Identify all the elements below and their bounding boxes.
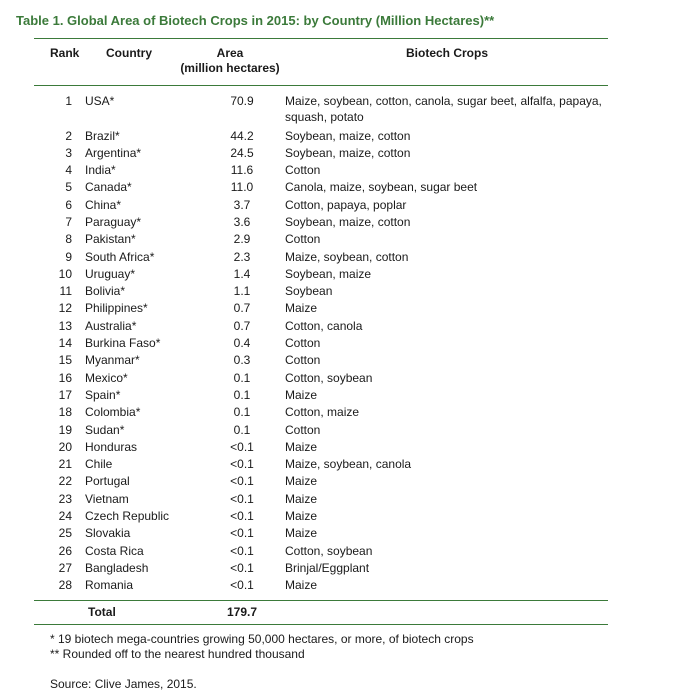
header-country: Country [106,46,152,60]
country-cell: Uruguay* [85,266,136,281]
crops-cell: Canola, maize, soybean, sugar beet [285,180,478,195]
crops-cell: Maize, soybean, canola [285,457,412,472]
table-row [0,335,696,352]
crops-cell: Cotton, papaya, poplar [285,197,407,212]
crops-cell: Maize, soybean, cotton [285,249,409,264]
area-cell: <0.1 [230,543,254,558]
country-cell: Chile [85,457,113,472]
table-row [0,318,696,335]
crops-cell: Maize [285,509,318,524]
table-row [0,231,696,248]
country-cell: Brazil* [85,128,120,143]
country-cell: Myanmar* [85,353,140,368]
country-cell: Honduras [85,439,138,454]
table-row [0,439,696,456]
area-cell: 2.9 [233,232,251,247]
rank-cell: 8 [65,232,72,247]
area-cell: 44.2 [230,128,254,143]
rank-cell: 1 [65,94,72,108]
source-note: Source: Clive James, 2015. [50,677,197,691]
crops-cell: Maize [285,526,318,541]
country-cell: Vietnam [85,491,129,506]
area-cell: <0.1 [230,526,254,541]
rank-cell: 13 [58,318,72,333]
area-cell: 0.1 [233,387,251,402]
country-cell: Costa Rica [85,543,144,558]
table-row [0,422,696,439]
total-top-rule [34,600,608,601]
crops-cell: Cotton, canola [285,318,363,333]
rank-cell: 11 [59,284,72,299]
table-row [0,179,696,196]
crops-cell: Maize [285,439,318,454]
crops-cell: Cotton, soybean [285,370,373,385]
crops-cell: Soybean, maize, cotton [285,214,411,229]
country-cell: Colombia* [85,405,141,420]
area-cell: <0.1 [230,509,254,524]
table-row [0,473,696,490]
country-cell: Pakistan* [85,232,136,247]
area-cell: 24.5 [230,145,254,160]
table-body [0,93,696,595]
crops-cell: Maize [285,491,318,506]
rank-cell: 9 [65,249,72,264]
crops-cell: Cotton [285,336,321,351]
area-cell: 0.4 [233,336,251,351]
rank-cell: 28 [58,578,72,593]
crops-cell: Maize, soybean, cotton, canola, sugar beet, alfalfa, papaya, squash, potato [285,94,602,124]
crops-cell: Maize [285,474,318,489]
rank-cell: 20 [58,439,72,454]
country-cell: Bolivia* [85,284,126,299]
country-cell: Spain* [85,387,121,402]
rank-cell: 19 [58,422,72,437]
country-cell: USA* [85,94,115,108]
country-cell: Bangladesh [85,560,149,575]
area-cell: <0.1 [230,491,254,506]
rank-cell: 5 [65,180,72,195]
area-cell: 0.7 [233,301,251,316]
header-biotech-crops: Biotech Crops [406,46,489,60]
country-cell: India* [85,163,116,178]
country-cell: China* [85,197,122,212]
country-cell: Sudan* [85,422,125,437]
table-row [0,560,696,577]
table-row [0,128,696,145]
table-row [0,197,696,214]
rank-cell: 16 [58,370,72,385]
total-bottom-rule [34,624,608,625]
area-cell: 3.6 [233,214,251,229]
area-cell: 2.3 [233,249,251,264]
crops-cell: Cotton, soybean [285,543,373,558]
area-cell: 1.1 [233,284,251,299]
table-row [0,283,696,300]
rank-cell: 23 [58,491,72,506]
rank-cell: 17 [58,387,72,402]
rank-cell: 12 [58,301,72,316]
area-cell: <0.1 [230,578,254,593]
rank-cell: 6 [65,197,72,212]
rank-cell: 3 [65,145,72,160]
crops-cell: Cotton, maize [285,405,360,420]
header-rule [34,85,608,86]
table-row [0,525,696,542]
area-cell: 11.6 [230,163,254,178]
table-row [0,491,696,508]
header-area-line1: Area [216,46,244,60]
header-area [170,46,290,76]
table-row [0,352,696,369]
total-area: 179.7 [226,605,258,619]
country-cell: Czech Republic [85,509,170,524]
country-cell: Portugal [85,474,130,489]
header-area-line2: (million hectares) [180,61,280,75]
rank-cell: 15 [58,353,72,368]
table-row [0,370,696,387]
table-row [0,162,696,179]
crops-cell: Soybean, maize, cotton [285,145,411,160]
header-rank: Rank [50,46,80,60]
rank-cell: 14 [58,336,72,351]
table-title: Table 1. Global Area of Biotech Crops in 2015: by Country (Million Hectares)** [16,13,495,28]
area-cell: 0.1 [233,405,251,420]
country-cell: South Africa* [85,249,155,264]
rank-cell: 7 [65,214,72,229]
rank-cell: 21 [58,457,72,472]
table-row [0,214,696,231]
table-row [0,456,696,473]
rank-cell: 25 [58,526,72,541]
crops-cell: Brinjal/Eggplant [285,560,370,575]
table-row [0,577,696,594]
area-cell: 0.1 [233,370,251,385]
rank-cell: 18 [58,405,72,420]
rank-cell: 2 [65,128,72,143]
rank-cell: 4 [65,163,72,178]
area-cell: <0.1 [230,457,254,472]
table-row [0,266,696,283]
rank-cell: 26 [58,543,72,558]
area-cell: 0.7 [233,318,251,333]
footnote-rounding: ** Rounded off to the nearest hundred thousand [50,647,305,661]
country-cell: Australia* [85,318,137,333]
area-cell: 70.9 [230,94,254,108]
total-label: Total [88,605,116,619]
crops-cell: Cotton [285,163,321,178]
area-cell: <0.1 [230,474,254,489]
area-cell: 3.7 [233,197,251,212]
country-cell: Slovakia [85,526,131,541]
crops-cell: Maize [285,578,318,593]
table-row [0,145,696,162]
table-row [0,300,696,317]
table-row [0,249,696,266]
area-cell: <0.1 [230,560,254,575]
area-cell: <0.1 [230,439,254,454]
country-cell: Mexico* [85,370,128,385]
country-cell: Argentina* [85,145,142,160]
table-row [0,508,696,525]
crops-cell: Cotton [285,422,321,437]
rank-cell: 24 [58,509,72,524]
area-cell: 0.1 [233,422,251,437]
area-cell: 0.3 [233,353,251,368]
country-cell: Philippines* [85,301,148,316]
country-cell: Burkina Faso* [85,336,161,351]
table-row [0,404,696,421]
area-cell: 11.0 [230,180,254,195]
crops-cell: Cotton [285,232,321,247]
table-row [0,543,696,560]
area-cell: 1.4 [233,266,251,281]
crops-cell: Maize [285,387,318,402]
crops-cell: Soybean [285,284,333,299]
crops-cell: Maize [285,301,318,316]
crops-cell: Cotton [285,353,321,368]
table-row [0,93,696,128]
crops-cell: Soybean, maize [285,266,372,281]
table-row [0,387,696,404]
country-cell: Paraguay* [85,214,142,229]
rank-cell: 27 [58,560,72,575]
crops-cell: Soybean, maize, cotton [285,128,411,143]
rank-cell: 10 [58,266,72,281]
top-rule [34,38,608,39]
rank-cell: 22 [58,474,72,489]
country-cell: Romania [85,578,134,593]
country-cell: Canada* [85,180,132,195]
footnote-mega-countries: * 19 biotech mega-countries growing 50,000 hectares, or more, of biotech crops [50,632,474,646]
